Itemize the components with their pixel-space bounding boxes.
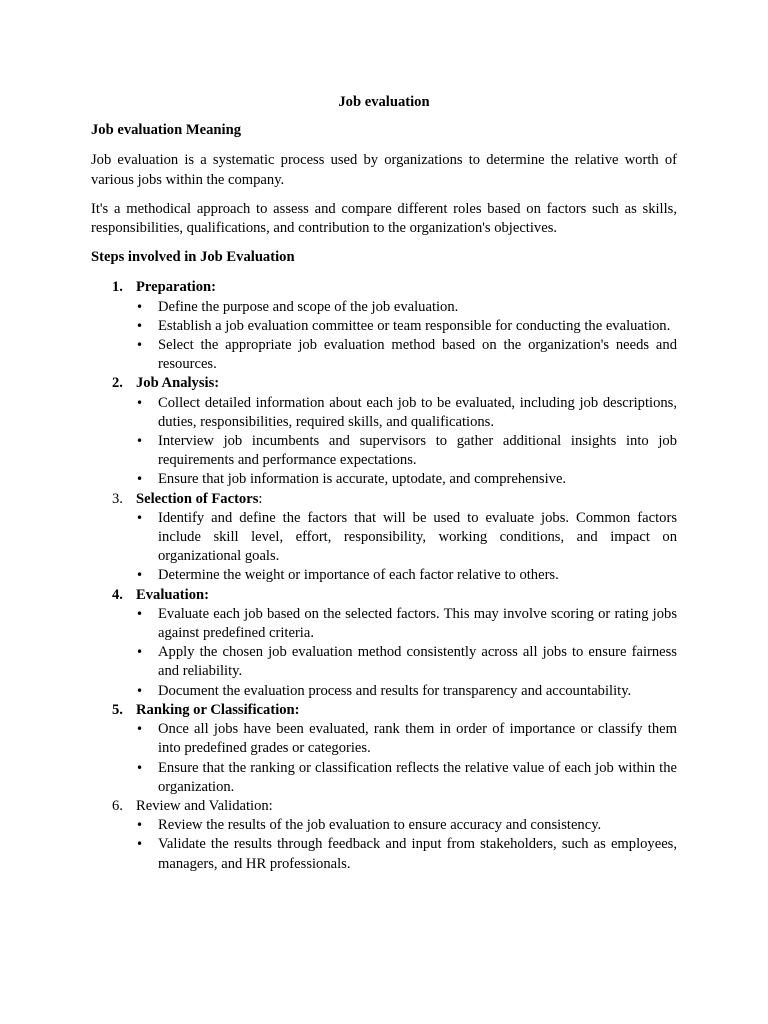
step-number: 4. — [112, 586, 123, 603]
step-title: Review and Validation: — [136, 797, 273, 814]
step-heading — [136, 586, 677, 605]
bullet-item — [136, 336, 677, 374]
step-title: Evaluation: — [136, 586, 209, 603]
bullet-item — [136, 432, 677, 470]
bullet-list — [136, 509, 677, 586]
steps-heading: Steps involved in Job Evaluation — [91, 249, 295, 266]
bullet-text: Validate the results through feedback and input from stakeholders, such as employees, managers, and HR professionals. — [158, 836, 677, 872]
bullet-text: Define the purpose and scope of the job evaluation. — [158, 298, 459, 315]
bullet-item — [136, 720, 677, 758]
bullet-dot-icon: • — [136, 722, 144, 737]
bullet-dot-icon: • — [136, 837, 144, 852]
bullet-item — [136, 643, 677, 681]
step-item — [91, 701, 677, 797]
bullet-item — [136, 317, 677, 336]
bullet-item — [136, 298, 677, 317]
bullet-text: Ensure that the ranking or classification reflects the relative value of each job within the organization. — [158, 759, 677, 795]
bullet-text: Interview job incumbents and supervisors to gather additional insights into job requirements and performance expectations. — [158, 433, 677, 469]
step-item — [91, 586, 677, 701]
bullet-text: Once all jobs have been evaluated, rank them in order of importance or classify them into predefined grades or categories. — [158, 721, 677, 757]
bullet-list — [136, 816, 677, 874]
bullet-dot-icon: • — [136, 818, 144, 833]
bullet-text: Determine the weight or importance of each factor relative to others. — [158, 567, 559, 584]
bullet-text: Document the evaluation process and results for transparency and accountability. — [158, 682, 632, 699]
step-number: 3. — [112, 490, 123, 507]
bullet-item — [136, 470, 677, 489]
bullet-text: Identify and define the factors that will be used to evaluate jobs. Common factors include skill level, effort, responsibility, working conditions, and impact on organizational goals. — [158, 509, 677, 565]
step-item — [91, 374, 677, 489]
step-title: Job Analysis: — [136, 375, 220, 392]
bullet-item — [136, 816, 677, 835]
bullet-dot-icon: • — [136, 760, 144, 775]
step-heading — [136, 701, 677, 720]
bullet-item — [136, 835, 677, 873]
bullet-text: Review the results of the job evaluation to ensure accuracy and consistency. — [158, 817, 602, 834]
bullet-dot-icon: • — [136, 606, 144, 621]
bullet-dot-icon: • — [136, 338, 144, 353]
step-number: 5. — [112, 701, 123, 718]
bullet-item — [136, 566, 677, 585]
bullet-text: Ensure that job information is accurate, uptodate, and comprehensive. — [158, 471, 567, 488]
bullet-item — [136, 394, 677, 432]
step-item — [91, 278, 677, 374]
step-item — [91, 490, 677, 586]
step-number: 2. — [112, 375, 123, 392]
bullet-dot-icon: • — [136, 299, 144, 314]
step-heading — [136, 278, 677, 297]
step-heading — [136, 490, 677, 509]
step-title-suffix: : — [258, 490, 263, 507]
step-number: 6. — [112, 797, 123, 814]
step-item — [91, 797, 677, 874]
bullet-dot-icon: • — [136, 645, 144, 660]
step-title: Selection of Factors — [136, 490, 259, 507]
bullet-list — [136, 605, 677, 701]
paragraph-definition: Job evaluation is a systematic process used by organizations to determine the relative worth of various jobs within the company. — [91, 152, 677, 188]
bullet-dot-icon: • — [136, 510, 144, 525]
bullet-dot-icon: • — [136, 683, 144, 698]
step-title: Ranking or Classification: — [136, 701, 300, 718]
step-heading — [136, 374, 677, 393]
steps-list — [91, 278, 677, 873]
bullet-dot-icon: • — [136, 568, 144, 583]
bullet-list — [136, 298, 677, 375]
bullet-text: Select the appropriate job evaluation method based on the organization's needs and resources. — [158, 337, 677, 373]
bullet-list — [136, 394, 677, 490]
bullet-list — [136, 720, 677, 797]
bullet-text: Establish a job evaluation committee or team responsible for conducting the evaluation. — [158, 317, 671, 334]
document-title: Job evaluation — [338, 94, 430, 110]
paragraph-approach: It's a methodical approach to assess and compare different roles based on factors such as skills, responsibilities, qualifications, and contribution to the organization's objectives. — [91, 200, 677, 237]
bullet-dot-icon: • — [136, 434, 144, 449]
bullet-text: Collect detailed information about each job to be evaluated, including job descriptions, duties, responsibilities, required skills, and qualifications. — [158, 394, 677, 430]
step-number: 1. — [112, 279, 123, 296]
bullet-dot-icon: • — [136, 318, 144, 333]
bullet-item — [136, 509, 677, 567]
bullet-text: Evaluate each job based on the selected factors. This may involve scoring or rating jobs against predefined criteria. — [158, 605, 677, 642]
bullet-item — [136, 759, 677, 797]
bullet-dot-icon: • — [136, 395, 144, 410]
bullet-text: Apply the chosen job evaluation method consistently across all jobs to ensure fairness and reliability. — [158, 644, 677, 680]
bullet-item — [136, 682, 677, 701]
meaning-heading: Job evaluation Meaning — [91, 122, 242, 139]
document-content — [91, 93, 677, 874]
bullet-item — [136, 605, 677, 643]
bullet-dot-icon: • — [136, 472, 144, 487]
step-title: Preparation: — [136, 279, 216, 296]
step-heading — [136, 797, 677, 816]
